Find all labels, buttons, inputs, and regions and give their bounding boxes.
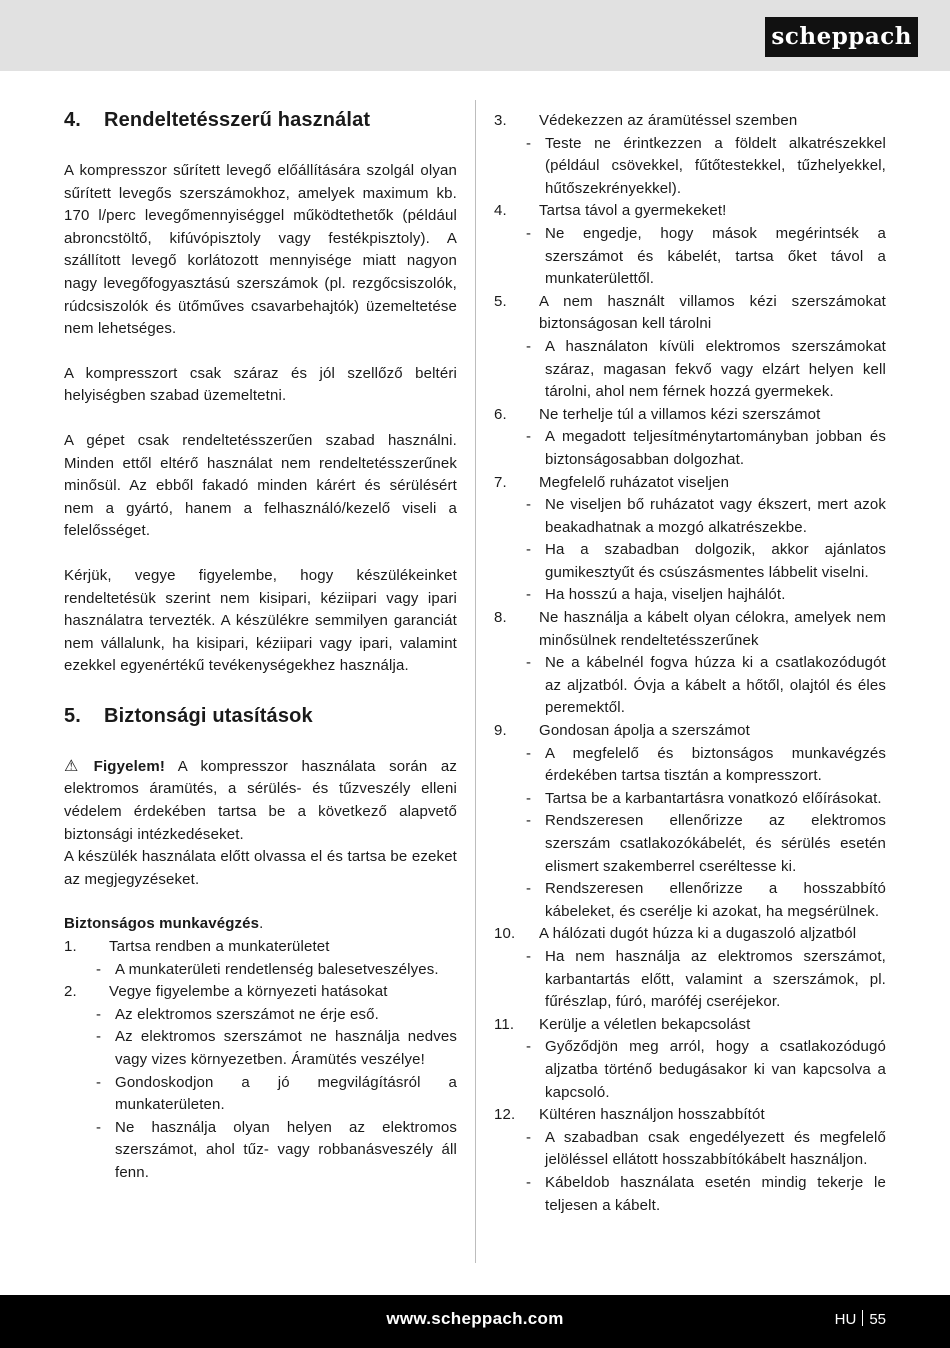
item-title: Gondosan ápolja a szerszámot <box>539 722 750 740</box>
dash-bullet: - <box>526 134 532 152</box>
sub-item-text: Teste ne érintkezzen a földelt alkatrészekkel (például csövekkel, fűtőtestekkel, tűzhelyekkel, hűtőszekrényekkel). <box>545 134 886 197</box>
sub-item-text: Győződjön meg arról, hogy a csatlakozódugó aljzatba történő bedugásakor ki van kapcsolva a kapcsoló. <box>545 1038 886 1101</box>
language-code: HU <box>834 1311 857 1328</box>
dash-bullet: - <box>526 337 532 355</box>
dash-bullet: - <box>96 1028 102 1046</box>
numbered-item <box>494 923 886 946</box>
paragraph: A kompresszort csak száraz és jól szellőző beltéri helyiségben szabad üzemeltetni. <box>64 364 457 405</box>
item-number: 2. <box>64 983 77 1001</box>
item-number: 7. <box>494 473 507 491</box>
numbered-item <box>64 936 457 959</box>
paragraph: A gépet csak rendeltetésszerűen szabad használni. Minden ettől eltérő használat nem rendeltetésszerűnek minősül. Az ebből fakadó minden kárért és sérülésért nem a gyártó, hanem a felhasználó/kezelő viseli a felelősséget. <box>64 431 457 540</box>
item-number: 6. <box>494 405 507 423</box>
paragraph: Kérjük, vegye figyelembe, hogy készülékeinket rendeltetésük szerint nem kisipari, kéziipari vagy ipari használatra tervezték. A készülékre semmilyen garanciát nem vállalunk, ha kisipari, kéziipari vagy ipari, valamint ezekkel egyenértékű tevékenységekhez használja. <box>64 566 457 675</box>
sub-item <box>494 336 886 404</box>
safe-work-heading: Biztonságos munkavégzés <box>64 915 260 933</box>
numbered-item <box>494 291 886 336</box>
sub-item-text: Ne használja olyan helyen az elektromos szerszámot, ahol tűz- vagy robbanásveszély áll fenn. <box>115 1118 457 1181</box>
right-column <box>494 110 886 1217</box>
sub-item <box>494 539 886 584</box>
warning-triangle-icon: ⚠ <box>64 757 88 775</box>
item-number: 5. <box>494 292 507 310</box>
sub-item-text: A megfelelő és biztonságos munkavégzés érdekében tartsa tisztán a kompresszort. <box>545 744 886 785</box>
sub-item <box>64 1026 457 1071</box>
item-title: Ne terhelje túl a villamos kézi szerszámot <box>539 405 821 423</box>
numbered-item <box>494 110 886 133</box>
sub-item <box>494 743 886 788</box>
item-title: Védekezzen az áramütéssel szemben <box>539 112 798 129</box>
safety-list-right <box>494 110 886 1217</box>
sub-item-text: Tartsa be a karbantartásra vonatkozó előírásokat. <box>545 789 882 807</box>
website-link[interactable]: www.scheppach.com <box>386 1309 564 1328</box>
numbered-item <box>494 404 886 427</box>
sub-item-text: Kábeldob használata esetén mindig tekerje le teljesen a kábelt. <box>545 1173 886 1214</box>
numbered-item <box>64 981 457 1004</box>
warning-text: A kompresszor használata során az elektromos áramütés, a sérülés- és tűzveszély elleni védelem érdekében tartsa be a következő alapvető biztonsági intézkedéseket. <box>64 757 457 843</box>
sub-item <box>64 1072 457 1117</box>
sub-item-text: A megadott teljesítménytartományban jobban és biztonságosabban dolgozhat. <box>545 428 886 468</box>
item-title: Tartsa rendben a munkaterületet <box>109 938 330 956</box>
item-title: A nem használt villamos kézi szerszámokat biztonságosan kell tárolni <box>539 292 886 333</box>
numbered-item <box>494 607 886 652</box>
sub-item <box>494 1036 886 1104</box>
page-header <box>0 0 950 71</box>
dash-bullet: - <box>526 880 532 898</box>
item-number: 12. <box>494 1106 516 1124</box>
page-footer <box>0 1295 950 1348</box>
sub-item-text: Rendszeresen ellenőrizze az elektromos szerszám csatlakozókábelét, és sérülés esetén elismert szakemberrel cseréltesse ki. <box>545 812 886 875</box>
dash-bullet: - <box>96 960 102 978</box>
item-title: Vegye figyelembe a környezeti hatásokat <box>109 983 388 1001</box>
item-title: Kültéren használjon hosszabbítót <box>539 1106 765 1124</box>
sub-item <box>494 426 886 471</box>
section-4-heading <box>64 106 457 134</box>
sub-item <box>494 584 886 607</box>
item-number: 1. <box>64 938 77 956</box>
brand-logo: scheppach <box>765 17 918 57</box>
dash-bullet: - <box>526 947 532 965</box>
dash-bullet: - <box>526 541 532 559</box>
sub-item <box>494 1172 886 1217</box>
item-number: 11. <box>494 1015 515 1033</box>
sub-item-text: A használaton kívüli elektromos szerszámokat száraz, magasan fekvő vagy elzárt helyen kell tárolni, ahol nem férnek hozzá gyermekek. <box>545 337 886 401</box>
sub-item-text: Az elektromos szerszámot ne érje eső. <box>115 1005 379 1023</box>
dash-bullet: - <box>526 428 532 446</box>
sub-item <box>494 1127 886 1172</box>
sub-item <box>64 1004 457 1027</box>
dash-bullet: - <box>526 812 532 830</box>
item-number: 3. <box>494 112 507 129</box>
dash-bullet: - <box>526 1038 532 1056</box>
sub-item <box>494 652 886 720</box>
sub-item-text: Ha a szabadban dolgozik, akkor ajánlatos gumikesztyűt és csúszásmentes lábbelit viselni. <box>545 541 886 581</box>
numbered-item <box>494 1104 886 1127</box>
sub-item <box>494 788 886 811</box>
separator <box>862 1310 863 1326</box>
sub-item <box>494 878 886 923</box>
section-4-title: Rendeltetésszerű használat <box>104 109 371 131</box>
item-title: Ne használja a kábelt olyan célokra, amelyek nem minősülnek rendeltetésszerűnek <box>539 609 886 649</box>
item-title: A hálózati dugót húzza ki a dugaszoló aljzatból <box>539 925 857 943</box>
numbered-item <box>494 200 886 223</box>
sub-item <box>494 133 886 201</box>
sub-item <box>494 494 886 539</box>
dash-bullet: - <box>526 1128 532 1146</box>
numbered-item <box>494 1014 886 1037</box>
warning-label: Figyelem! <box>93 757 166 775</box>
dash-bullet: - <box>526 744 532 762</box>
item-title: Tartsa távol a gyermekeket! <box>539 202 727 220</box>
item-title: Megfelelő ruházatot viseljen <box>539 473 730 491</box>
sub-item-text: Ne viseljen bő ruházatot vagy ékszert, mert azok beakadhatnak a mozgó alkatrészekbe. <box>545 496 886 536</box>
numbered-item <box>494 720 886 743</box>
safe-work-heading-line: Biztonságos munkavégzés. <box>64 915 264 933</box>
dash-bullet: - <box>96 1005 102 1023</box>
safety-list-left <box>64 936 457 1185</box>
dash-bullet: - <box>96 1073 102 1091</box>
sub-item-text: Rendszeresen ellenőrizze a hosszabbító kábeleket, és cserélje ki azokat, ha megsérülnek. <box>545 880 886 920</box>
sub-item <box>64 1117 457 1185</box>
sub-item <box>64 959 457 982</box>
sub-item-text: Ha nem használja az elektromos szerszámot, karbantartás előtt, valamint a szerszámok, pl. fűrészlap, fúró, maróféj cseréjekor. <box>545 947 886 1011</box>
column-divider <box>475 100 476 1263</box>
section-5-heading <box>64 702 457 730</box>
sub-item <box>494 223 886 291</box>
item-number: 4. <box>494 202 507 220</box>
section-4-number: 4. <box>64 109 81 131</box>
paragraph: A kompresszor sűrített levegő előállítására szolgál olyan sűrített levegős szerszámokhoz, amelyek maximum kb. 170 l/perc levegőmennyiséggel működtethetők (például abroncstöltő, kifúvópisztoly vagy festékpisztoly). A szállított levegő korlátozott mennyisége miatt nagyon nagy levegőfogyasztású szerszámok (pl. rezgőcsiszolók, rúdcsiszolók és ütőműves csavarbehajtók) üzemeltetése nem lehetséges. <box>64 162 457 338</box>
read-note: A készülék használata előtt olvassa el és tartsa be ezeket az megjegyzéseket. <box>64 848 457 888</box>
section-5-number: 5. <box>64 704 81 727</box>
sub-item-text: A szabadban csak engedélyezett és megfelelő jelöléssel ellátott hosszabbítókábelt használjon. <box>545 1128 886 1169</box>
dash-bullet: - <box>526 586 532 604</box>
item-number: 10. <box>494 925 516 943</box>
numbered-item <box>494 472 886 495</box>
dash-bullet: - <box>526 654 532 672</box>
item-title: Kerülje a véletlen bekapcsolást <box>539 1015 751 1033</box>
page-number: 55 <box>869 1311 886 1328</box>
dash-bullet: - <box>526 1173 532 1191</box>
dash-bullet: - <box>526 496 532 514</box>
section-5-title: Biztonsági utasítások <box>104 704 313 727</box>
sub-item-text: Ne a kábelnél fogva húzza ki a csatlakozódugót az aljzatból. Óvja a kábelt a hőtől, olajtól és éles peremektől. <box>545 654 886 717</box>
page-info <box>835 1310 886 1328</box>
dash-bullet: - <box>526 224 532 242</box>
sub-item-text: Ha hosszú a haja, viseljen hajhálót. <box>545 586 786 604</box>
sub-item-text: Az elektromos szerszámot ne használja nedves vagy vizes környezetben. Áramütés veszélye! <box>115 1028 457 1068</box>
left-column <box>64 106 457 1185</box>
sub-item-text: Gondoskodjon a jó megvilágításról a munkaterületen. <box>115 1073 457 1114</box>
sub-item-text: Ne engedje, hogy mások megérintsék a szerszámot és kábelét, tartsa őket távol a munkaterülettől. <box>545 224 886 288</box>
dash-bullet: - <box>526 789 532 807</box>
sub-item <box>494 946 886 1014</box>
warning-paragraph <box>64 756 457 846</box>
sub-item-text: A munkaterületi rendetlenség balesetveszélyes. <box>115 960 439 978</box>
item-number: 9. <box>494 722 507 740</box>
dash-bullet: - <box>96 1118 102 1136</box>
item-number: 8. <box>494 609 507 627</box>
sub-item <box>494 810 886 878</box>
